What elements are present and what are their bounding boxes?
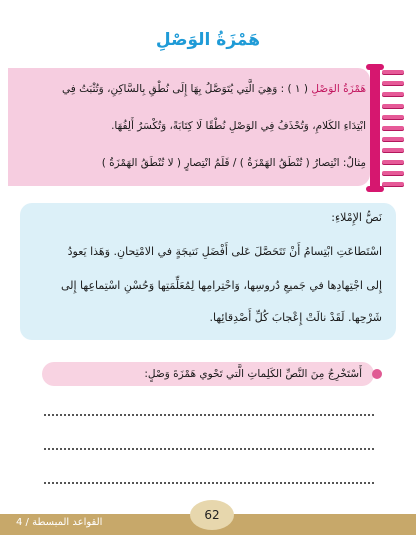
rule-definition: : وَهِيَ الَّتِي يُتَوَصَّلُ بِهَا إِلَى نُطْقِ بِالسَّاكِنِ، وَتُثْبَتُ فِي bbox=[61, 82, 285, 95]
dictation-line-1: اسْتَطاعَتِ ابْتِسامُ أَنْ تَتَحَصَّلَ عَلى أَفْضَلِ نَتيجَةٍ في الامْتِحانِ. وَهَذا يَعودُ bbox=[67, 245, 382, 258]
book-title: القواعد المبسطة / 4 bbox=[16, 517, 103, 528]
instruction-bar: أَسْتَخْرِجُ مِنَ النَّصِّ الكَلِماتِ الَّتي تَحْوي هَمْزَةَ وَصْلٍ: bbox=[42, 362, 374, 386]
rule-term: هَمْزَةُ الوَصْلِ bbox=[311, 82, 366, 95]
rule-example bbox=[18, 157, 366, 169]
rule-line-2: ابْتِدَاءِ الكَلامِ، وَتُحْذَفُ فِي الوَصْلِ نُطْقًا لَا كِتَابَةً، وَتُكْسَرُ أَلِفُهَا. bbox=[111, 119, 366, 132]
dictation-line-2: إِلى اجْتِهادِها في جَميعِ دُروسِها، وَاحْتِرامِها لِمُعَلِّمَتِها وَحُسْنِ اسْتِماعِها إِلى bbox=[60, 279, 382, 292]
rule-text bbox=[18, 70, 366, 182]
spiral-binding-icon bbox=[380, 70, 404, 186]
page-title: هَمْزَةُ الوَصْلِ bbox=[155, 30, 261, 50]
rule-box-binding-bar bbox=[370, 66, 380, 190]
rule-box bbox=[8, 66, 408, 190]
rule-number: ( ١ ) bbox=[287, 82, 308, 95]
answer-line-1[interactable] bbox=[44, 414, 374, 416]
dictation-line-3: شَرْحِها. لَقَدْ نالَتْ إِعْجابَ كُلِّ أَصْدِقائِها. bbox=[209, 311, 382, 324]
answer-line-3[interactable] bbox=[44, 482, 374, 484]
example-label: مِثالٌ: bbox=[342, 157, 366, 170]
page-number: 62 bbox=[190, 500, 234, 530]
answer-line-2[interactable] bbox=[44, 448, 374, 450]
dictation-box bbox=[20, 203, 396, 340]
rule-line-1 bbox=[18, 83, 366, 95]
example-text: انْتِصارُ ( تُنْطَقُ الهَمْزَةُ ) / قَلَمُ انْتِصارٍ ( لا تُنْطَقُ الهَمْزَةُ ) bbox=[101, 157, 340, 170]
dictation-heading: نَصُّ الإِمْلاءِ: bbox=[331, 211, 382, 224]
